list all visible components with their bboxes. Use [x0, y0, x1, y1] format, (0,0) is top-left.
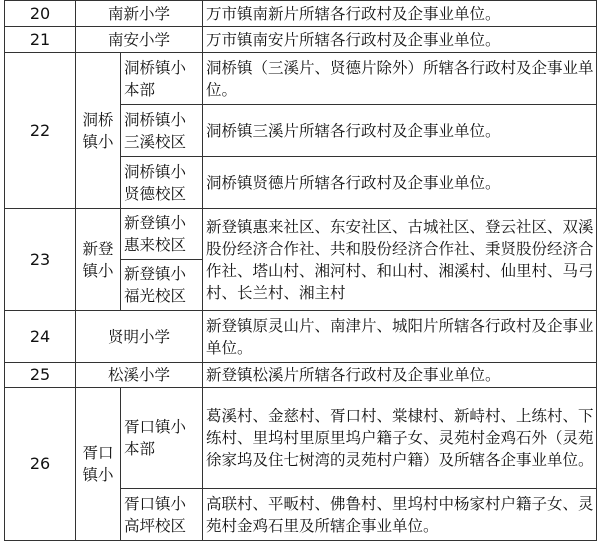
campus-name: 胥口镇小本部 [121, 388, 203, 489]
campus-name: 新登镇小福光校区 [121, 260, 203, 311]
row-number: 22 [5, 53, 76, 209]
school-group-name: 胥口镇小 [76, 388, 121, 541]
table-row [5, 53, 597, 105]
district-area: 新登镇松溪片所辖各行政村及企事业单位。 [203, 363, 597, 388]
campus-name: 洞桥镇小三溪校区 [121, 105, 203, 157]
campus-name: 洞桥镇小本部 [121, 53, 203, 105]
school-name: 贤明小学 [76, 311, 203, 363]
district-area: 葛溪村、金慈村、胥口村、棠棣村、新峙村、上练村、下练村、里坞村里原里坞户籍子女、灵苑村金鸡石外（灵苑徐家坞及住七树湾的灵苑村户籍）及所辖各企事业单位。 [203, 388, 597, 489]
district-area: 新登镇惠来社区、东安社区、古城社区、登云社区、双溪股份经济合作社、共和股份经济合作社、秉贤股份经济合作社、塔山村、湘河村、和山村、湘溪村、仙里村、马弓村、长兰村、湘主村 [203, 209, 597, 311]
district-area: 新登镇原灵山片、南津片、城阳片所辖各行政村及企事业单位。 [203, 311, 597, 363]
district-area: 万市镇南安片所辖各行政村及企事业单位。 [203, 27, 597, 53]
row-number: 24 [5, 311, 76, 363]
district-area: 万市镇南新片所辖各行政村及企事业单位。 [203, 1, 597, 27]
row-number: 21 [5, 27, 76, 53]
district-area: 洞桥镇贤德片所辖各行政村及企事业单位。 [203, 157, 597, 209]
campus-name: 新登镇小惠来校区 [121, 209, 203, 260]
table-row [5, 1, 597, 27]
table-row [5, 311, 597, 363]
school-group-name: 洞桥镇小 [76, 53, 121, 209]
row-number: 23 [5, 209, 76, 311]
school-district-table [4, 0, 597, 541]
row-number: 20 [5, 1, 76, 27]
school-name: 南安小学 [76, 27, 203, 53]
district-area: 高联村、平畈村、佛鲁村、里坞村中杨家村户籍子女、灵苑村金鸡石里及所辖企事业单位。 [203, 489, 597, 541]
school-group-name: 新登镇小 [76, 209, 121, 311]
table-row [5, 27, 597, 53]
school-name: 南新小学 [76, 1, 203, 27]
campus-name: 胥口镇小高坪校区 [121, 489, 203, 541]
table-row [5, 209, 597, 260]
row-number: 25 [5, 363, 76, 388]
row-number: 26 [5, 388, 76, 541]
table-row [5, 388, 597, 489]
campus-name: 洞桥镇小贤德校区 [121, 157, 203, 209]
table-row [5, 363, 597, 388]
district-area: 洞桥镇三溪片所辖各行政村及企事业单位。 [203, 105, 597, 157]
school-name: 松溪小学 [76, 363, 203, 388]
district-area: 洞桥镇（三溪片、贤德片除外）所辖各行政村及企事业单位。 [203, 53, 597, 105]
